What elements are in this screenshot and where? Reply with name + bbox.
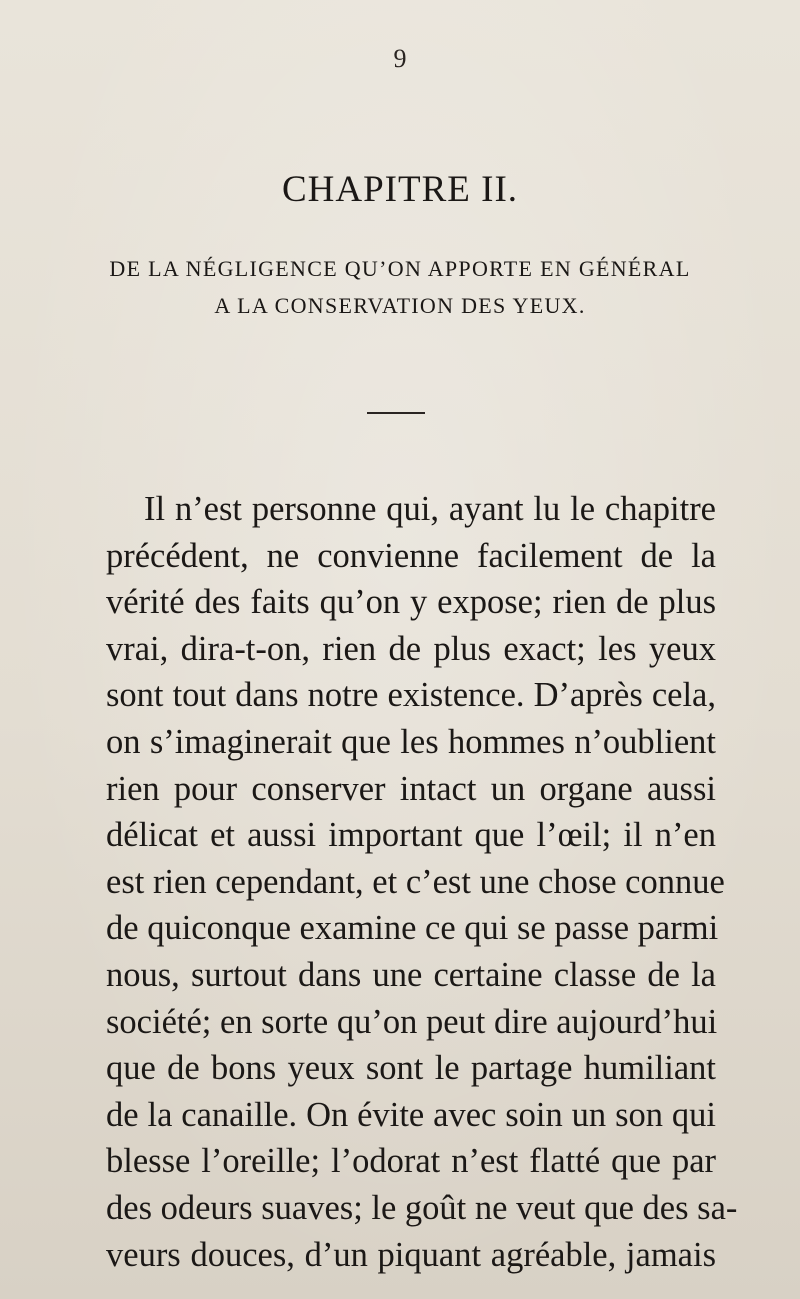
- text-line: que de bons yeux sont le partage humiliant: [106, 1049, 716, 1088]
- page-number: 9: [393, 44, 407, 73]
- section-divider: [367, 412, 425, 414]
- text-line: on s’imaginerait que les hommes n’oublient: [106, 722, 716, 761]
- text-line: de la canaille. On évite avec soin un son qui: [106, 1095, 716, 1134]
- chapter-subtitle: [0, 250, 800, 324]
- text-line: délicat et aussi important que l’œil; il n’en: [106, 816, 716, 855]
- text-line: sont tout dans notre existence. D’après cela,: [106, 676, 716, 715]
- text-line: société; en sorte qu’on peut dire aujourd’hui: [106, 1002, 718, 1041]
- text-line: rien pour conserver intact un organe aussi: [106, 769, 716, 808]
- text-line: veurs douces, d’un piquant agréable, jamais: [106, 1235, 716, 1274]
- text-line: précédent, ne convienne facilement de la: [106, 536, 716, 575]
- chapter-title: CHAPITRE II.: [281, 169, 519, 210]
- subtitle-line: A LA CONSERVATION DES YEUX.: [214, 293, 586, 318]
- text-line: blesse l’oreille; l’odorat n’est flatté que par: [106, 1142, 716, 1181]
- text-line: vérité des faits qu’on y expose; rien de plus: [106, 583, 716, 622]
- text-line: Il n’est personne qui, ayant lu le chapitre: [144, 490, 716, 528]
- text-line: des odeurs suaves; le goût ne veut que des sa-: [106, 1188, 738, 1227]
- text-line: de quiconque examine ce qui se passe parmi: [106, 909, 719, 948]
- body-paragraph: [106, 486, 738, 1278]
- text-line: est rien cependant, et c’est une chose connue: [106, 862, 725, 901]
- subtitle-line: DE LA NÉGLIGENCE QU’ON APPORTE EN GÉNÉRAL: [109, 256, 691, 281]
- text-line: vrai, dira-t-on, rien de plus exact; les yeux: [106, 629, 716, 668]
- text-line: nous, surtout dans une certaine classe de la: [106, 955, 716, 994]
